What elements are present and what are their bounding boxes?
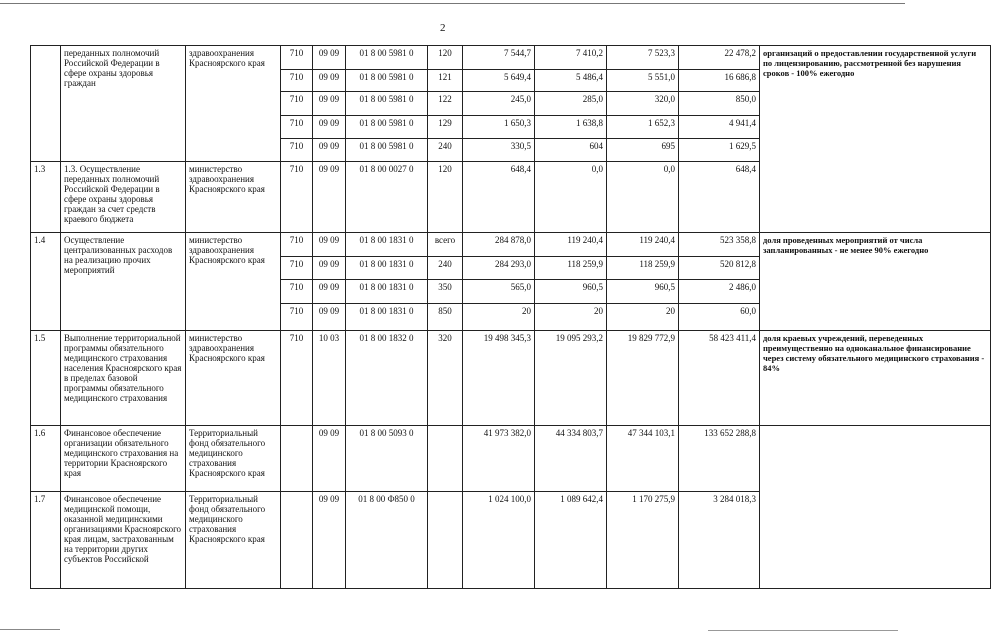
table-row: [31, 233, 991, 257]
expense-type-code: 121: [428, 70, 463, 92]
expense-type-code: 320: [428, 331, 463, 426]
target-article-code: 01 8 00 5093 0: [346, 426, 428, 492]
administrator: Территориальный фонд обязательного медицинского страхования Красноярского края: [186, 492, 281, 589]
grbs-code: 710: [281, 70, 313, 92]
year2-amount: 20: [535, 304, 607, 331]
total-amount: 520 812,8: [679, 257, 760, 280]
year1-amount: 1 650,3: [463, 116, 535, 139]
activity-name: Выполнение территориальной программы обязательного медицинского страхования населения Красноярского края в пределах базовой программы обязательного медицинского страхования: [61, 331, 186, 426]
target-article-code: 01 8 00 5981 0: [346, 70, 428, 92]
activity-name: Осуществление централизованных расходов на реализацию прочих мероприятий: [61, 233, 186, 331]
target-article-code: 01 8 00 1831 0: [346, 233, 428, 257]
page-number: 2: [440, 22, 446, 34]
year3-amount: 1 170 275,9: [607, 492, 679, 589]
bottom-rule-left: [0, 629, 60, 630]
grbs-code: 710: [281, 233, 313, 257]
year3-amount: 0,0: [607, 162, 679, 233]
activity-name: переданных полномочий Российской Федерации в сфере охраны здоровья граждан: [61, 46, 186, 162]
year1-amount: 20: [463, 304, 535, 331]
year2-amount: 119 240,4: [535, 233, 607, 257]
grbs-code: [281, 426, 313, 492]
year2-amount: 118 259,9: [535, 257, 607, 280]
program-activities-table: [30, 45, 991, 589]
year1-amount: 19 498 345,3: [463, 331, 535, 426]
expected-result-empty: [760, 426, 991, 589]
year2-amount: 1 638,8: [535, 116, 607, 139]
year1-amount: 330,5: [463, 139, 535, 162]
grbs-code: 710: [281, 331, 313, 426]
year2-amount: 1 089 642,4: [535, 492, 607, 589]
year2-amount: 7 410,2: [535, 46, 607, 70]
grbs-code: 710: [281, 92, 313, 116]
expected-result: организаций о предоставлении государственной услуги по лицензированию, рассмотренной без нарушения сроков - 100% ежегодно: [760, 46, 991, 233]
target-article-code: 01 8 00 5981 0: [346, 116, 428, 139]
year1-amount: 284 878,0: [463, 233, 535, 257]
year2-amount: 5 486,4: [535, 70, 607, 92]
expense-type-code: 240: [428, 257, 463, 280]
section-code: 09 09: [313, 70, 346, 92]
year3-amount: 1 652,3: [607, 116, 679, 139]
expense-type-code: 122: [428, 92, 463, 116]
total-amount: 3 284 018,3: [679, 492, 760, 589]
grbs-code: 710: [281, 304, 313, 331]
total-amount: 850,0: [679, 92, 760, 116]
expected-result: доля краевых учреждений, переведенных преимущественно на одноканальное финансирование через систему обязательного медицинского страхования - 84%: [760, 331, 991, 426]
grbs-code: 710: [281, 116, 313, 139]
item-number: [31, 46, 61, 162]
target-article-code: 01 8 00 5981 0: [346, 139, 428, 162]
total-amount: 2 486,0: [679, 280, 760, 304]
administrator: министерство здравоохранения Красноярского края: [186, 233, 281, 331]
year2-amount: 0,0: [535, 162, 607, 233]
section-code: 09 09: [313, 92, 346, 116]
expense-type-code: [428, 426, 463, 492]
grbs-code: 710: [281, 139, 313, 162]
table-row: [31, 46, 991, 70]
total-amount: 22 478,2: [679, 46, 760, 70]
target-article-code: 01 8 00 0027 0: [346, 162, 428, 233]
grbs-code: 710: [281, 162, 313, 233]
expense-type-code: 120: [428, 162, 463, 233]
table-row: [31, 426, 991, 492]
target-article-code: 01 8 00 1831 0: [346, 280, 428, 304]
expense-type-code: 120: [428, 46, 463, 70]
item-number: 1.7: [31, 492, 61, 589]
expense-type-code: [428, 492, 463, 589]
section-code: 09 09: [313, 233, 346, 257]
expense-type-code: 129: [428, 116, 463, 139]
target-article-code: 01 8 00 Ф850 0: [346, 492, 428, 589]
expense-type-code: 850: [428, 304, 463, 331]
grbs-code: 710: [281, 46, 313, 70]
item-number: 1.5: [31, 331, 61, 426]
administrator: Территориальный фонд обязательного медицинского страхования Красноярского края: [186, 426, 281, 492]
year3-amount: 118 259,9: [607, 257, 679, 280]
administrator: министерство здравоохранения Красноярского края: [186, 162, 281, 233]
expense-type-code: 350: [428, 280, 463, 304]
section-code: 09 09: [313, 139, 346, 162]
total-amount: 648,4: [679, 162, 760, 233]
section-code: 09 09: [313, 257, 346, 280]
expense-type-code: всего: [428, 233, 463, 257]
year2-amount: 285,0: [535, 92, 607, 116]
total-amount: 133 652 288,8: [679, 426, 760, 492]
item-number: 1.4: [31, 233, 61, 331]
year3-amount: 695: [607, 139, 679, 162]
year1-amount: 41 973 382,0: [463, 426, 535, 492]
administrator: здравоохранения Красноярского края: [186, 46, 281, 162]
year1-amount: 648,4: [463, 162, 535, 233]
section-code: 09 09: [313, 280, 346, 304]
item-number: 1.6: [31, 426, 61, 492]
section-code: 09 09: [313, 492, 346, 589]
year3-amount: 47 344 103,1: [607, 426, 679, 492]
year1-amount: 565,0: [463, 280, 535, 304]
total-amount: 4 941,4: [679, 116, 760, 139]
total-amount: 58 423 411,4: [679, 331, 760, 426]
year3-amount: 5 551,0: [607, 70, 679, 92]
section-code: 09 09: [313, 304, 346, 331]
target-article-code: 01 8 00 1831 0: [346, 304, 428, 331]
section-code: 10 03: [313, 331, 346, 426]
section-code: 09 09: [313, 116, 346, 139]
year3-amount: 20: [607, 304, 679, 331]
target-article-code: 01 8 00 5981 0: [346, 92, 428, 116]
year3-amount: 7 523,3: [607, 46, 679, 70]
year2-amount: 44 334 803,7: [535, 426, 607, 492]
year1-amount: 1 024 100,0: [463, 492, 535, 589]
year1-amount: 5 649,4: [463, 70, 535, 92]
administrator: министерство здравоохранения Красноярского края: [186, 331, 281, 426]
item-number: 1.3: [31, 162, 61, 233]
year3-amount: 19 829 772,9: [607, 331, 679, 426]
year2-amount: 19 095 293,2: [535, 331, 607, 426]
grbs-code: [281, 492, 313, 589]
year1-amount: 245,0: [463, 92, 535, 116]
section-code: 09 09: [313, 426, 346, 492]
activity-name: Финансовое обеспечение организации обязательного медицинского страхования на территории Красноярского края: [61, 426, 186, 492]
bottom-rule-right: [708, 630, 898, 631]
year3-amount: 320,0: [607, 92, 679, 116]
year3-amount: 960,5: [607, 280, 679, 304]
target-article-code: 01 8 00 1831 0: [346, 257, 428, 280]
section-code: 09 09: [313, 46, 346, 70]
activity-name: 1.3. Осуществление переданных полномочий Российской Федерации в сфере охраны здоровья граждан за счет средств краевого бюджета: [61, 162, 186, 233]
total-amount: 1 629,5: [679, 139, 760, 162]
grbs-code: 710: [281, 257, 313, 280]
expected-result: доля проведенных мероприятий от числа запланированных - не менее 90% ежегодно: [760, 233, 991, 331]
section-code: 09 09: [313, 162, 346, 233]
year2-amount: 604: [535, 139, 607, 162]
expense-type-code: 240: [428, 139, 463, 162]
year1-amount: 284 293,0: [463, 257, 535, 280]
year2-amount: 960,5: [535, 280, 607, 304]
year3-amount: 119 240,4: [607, 233, 679, 257]
year1-amount: 7 544,7: [463, 46, 535, 70]
table-row: [31, 331, 991, 426]
top-rule: [0, 3, 905, 4]
activity-name: Финансовое обеспечение медицинской помощи, оказанной медицинскими организациями Красноярского края лицам, застрахованным на территории других субъектов Российской: [61, 492, 186, 589]
total-amount: 60,0: [679, 304, 760, 331]
target-article-code: 01 8 00 1832 0: [346, 331, 428, 426]
grbs-code: 710: [281, 280, 313, 304]
target-article-code: 01 8 00 5981 0: [346, 46, 428, 70]
total-amount: 16 686,8: [679, 70, 760, 92]
total-amount: 523 358,8: [679, 233, 760, 257]
